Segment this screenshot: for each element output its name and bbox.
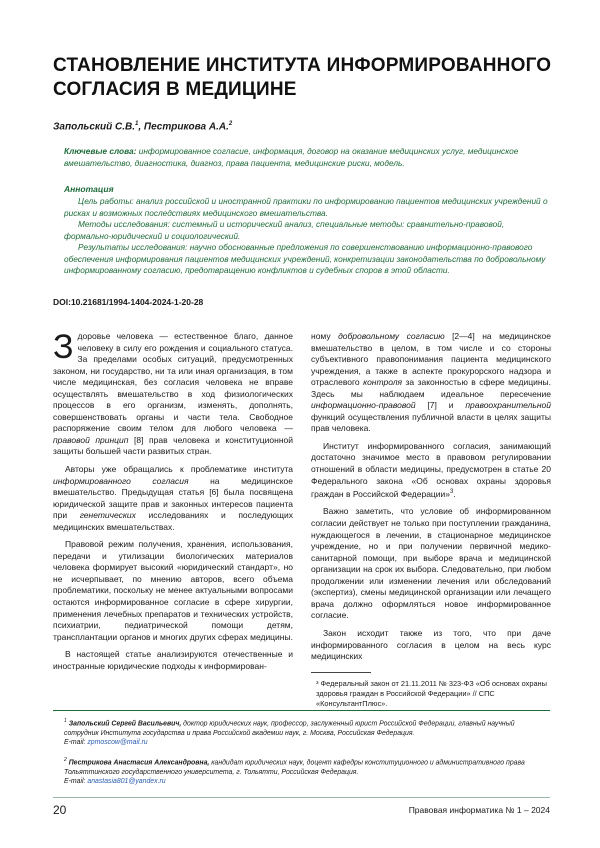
bio1-email-label: E-mail:: [64, 739, 87, 746]
bio2-email-link[interactable]: anastasia801@yandex.ru: [87, 778, 165, 785]
author-1-sup: 1: [135, 121, 138, 127]
left-p1-end: [8] прав человека и конституционной защиты большей части развитых стран.: [53, 435, 293, 457]
authors-line: [53, 121, 232, 132]
right-p2-end: .: [453, 489, 455, 499]
bio1-name: Запольский Сергей Васильевич,: [69, 720, 182, 727]
author-bio-2: [64, 756, 550, 787]
dropcap: З: [53, 332, 74, 362]
left-paragraph-1: [53, 331, 293, 458]
author-2-sup: 2: [229, 121, 232, 127]
footnote-3: ³ Федеральный закон от 21.11.2011 № 323-ФЗ «Об основах охраны здоровья граждан в Российской Федерации» // СПС «КонсультантПлюс».: [316, 679, 550, 709]
footnote-divider: [311, 672, 371, 673]
bio1-sup: 1: [64, 718, 67, 724]
right-paragraph-1: [311, 331, 551, 435]
right-p1-d: [7] и: [416, 400, 466, 410]
page-number: 20: [53, 803, 66, 817]
right-p1-em1: добровольному согласию: [338, 331, 445, 341]
left-p2-em1: информированного согласия: [53, 476, 189, 486]
annotation-results: Результаты исследования: научно обоснованные предложения по совершенствованию информационно-правового обеспечения информирования пациентов медицинских учреждений, конкретизации законодательства по добровольному информированному согласию, предотвращению конфликтов и судебных споров в этой области.: [64, 242, 550, 277]
right-p1-b: [2—4] на медицинское вмешательство в целом, в том числе и со стороны субъективного правопонимания пациента медицинского учреждения, а также в аспекте прокурорского надзора и отраслевого: [311, 331, 551, 387]
annotation-methods: Методы исследования: системный и исторический анализ, специальные методы: сравнительно-правовой, формально-юридический и социологический.: [64, 219, 550, 242]
right-paragraph-2: [311, 441, 551, 501]
right-paragraph-4: Закон исходит также из того, что при даче информированного согласия в целом на весь курс медицинских: [311, 628, 551, 663]
right-p1-em4: правоохранительной: [465, 400, 551, 410]
right-p1-em2: контроля: [363, 377, 402, 387]
author-bio-1: [64, 717, 550, 748]
left-p1-em: правовой принцип: [53, 435, 128, 445]
author-1: Запольский С.В.: [53, 121, 135, 132]
bio2-text: кандидат юридических наук, доцент кафедры конституционного и административного права Тольяттинского государственного университета, г. Тольятти, Российская Федерация.: [64, 759, 525, 776]
left-p2-c: исследованиях и последующих медицинских вмешательствах.: [53, 510, 293, 532]
author-2: Пестрикова А.А.: [144, 121, 229, 132]
right-p1-c: за законностью в сфере медицины. Здесь мы наблюдаем идеальное пересечение: [311, 377, 551, 399]
authors-separator: ,: [138, 121, 144, 132]
left-p2-a: Авторы уже обращались к проблематике института: [65, 464, 293, 474]
bio1-email-link[interactable]: zpmoscow@mail.ru: [87, 739, 147, 746]
footnote-ref-3[interactable]: 3: [450, 489, 453, 495]
right-p1-a: ному: [311, 331, 338, 341]
left-paragraph-4: В настоящей статье анализируются отечественные и иностранные юридические подходы к информирован-: [53, 649, 293, 672]
bio2-sup: 2: [64, 757, 67, 763]
annotation-goal: Цель работы: анализ российской и иностранной практики по информированию пациентов медицинских учреждений о рисках и возможных последствиях медицинского вмешательства.: [64, 196, 550, 219]
right-p2-text: Институт информированного согласия, занимающий достаточно значимое место в правовом регулировании отношений в области медицины, предусмотрен в статье 20 Федерального закона «Об основах охраны здоровья граждан в Российской Федерации»: [311, 441, 551, 499]
left-p2-em2: генетических: [80, 510, 136, 520]
bio-divider: [53, 710, 550, 711]
annotation-heading: Аннотация: [64, 184, 114, 194]
right-p1-e: функций осуществления публичной власти в целях защиты прав человека.: [311, 412, 551, 434]
doi: DOI:10.21681/1994-1404-2024-1-20-28: [53, 297, 203, 307]
left-column: [53, 331, 293, 678]
bio2-name: Пестрикова Анастасия Александровна,: [69, 759, 210, 766]
keywords: [64, 146, 550, 169]
article-title: СТАНОВЛЕНИЕ ИНСТИТУТА ИНФОРМИРОВАННОГО СОГЛАСИЯ В МЕДИЦИНЕ: [53, 54, 553, 102]
article-page: [0, 0, 600, 848]
bio1-text: доктор юридических наук, профессор, заслуженный юрист Российской Федерации, главный научный сотрудник Института государства и права Российской академии наук, г. Москва, Российская Федерация.: [64, 720, 515, 737]
keywords-text: информированное согласие, информация, договор на оказание медицинских услуг, медицинское вмешательство, диагностика, диагноз, права пациента, медицинские риски, модель.: [64, 146, 518, 168]
bio2-email-label: E-mail:: [64, 778, 87, 785]
journal-name: Правовая информатика № 1 – 2024: [409, 805, 550, 815]
keywords-label: Ключевые слова:: [64, 146, 136, 156]
right-paragraph-3: Важно заметить, что условие об информированном согласии действует не только при поступлении гражданина, нуждающегося в лечении, в стационарное медицинское учреждение, но и при получении первичной медико-санитарной помощи, при выборе врача и медицинской организации на срок их выбора. Следовательно, при любом продолжении или изменении лечения или обследований (экспертиз), смены медицинской организации или лечащего врача должно оформляться новое информированное согласие.: [311, 506, 551, 621]
annotation: [64, 196, 550, 277]
right-column: [311, 331, 551, 669]
footer-divider: [53, 797, 550, 798]
left-p1-text: доровье человека — естественное благо, данное человеку в силу его рождения и социального статуса. За пределами особых ситуаций, предусмотренных законом, ни государство, ни та или иная организация, в том числе медицинская, без согласия человека не вправе осуществлять вмешательство в ход физиологических процессов в его организм, изменять, дополнять, совершенствовать органы и части тела. Свободное распоряжение своим телом для любого человека —: [53, 331, 293, 433]
right-p1-em3: информационно-правовой: [311, 400, 416, 410]
left-p2-b: на медицинское вмешательство. Предыдущая статья [6] была посвящена юридической защите прав и законных интересов пациента при: [53, 476, 293, 521]
left-paragraph-2: [53, 464, 293, 533]
left-paragraph-3: Правовой режим получения, хранения, использования, передачи и утилизации биологических материалов человека формирует высокий «юридический стандарт», но не исчерпывает, по мнению авторов, всего объема проблематики, поскольку не менее актуальными вопросами остаются информированное согласие в сфере хирургии, применения лечебных препаратов и технических устройств, психиатрии, педиатрической помощи детям, трансплантации органов и многих других сферах медицины.: [53, 539, 293, 643]
